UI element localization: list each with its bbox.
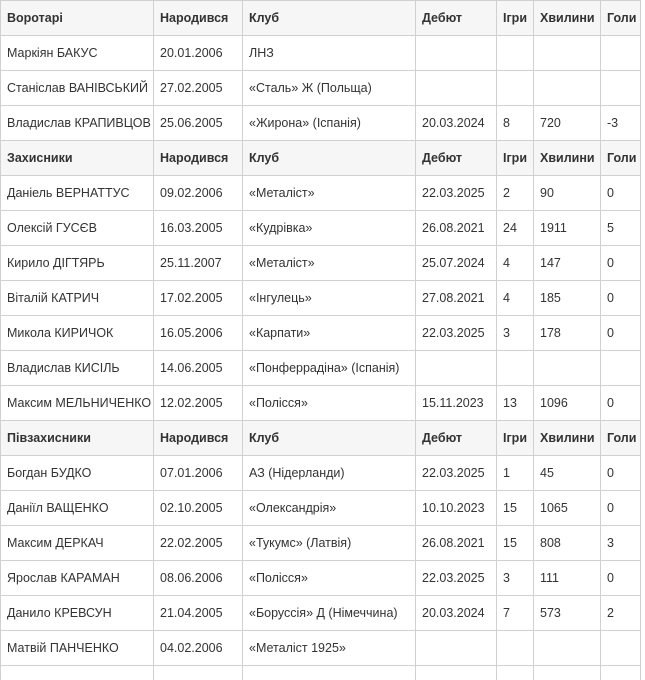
minutes-cell: 147	[534, 246, 601, 281]
minutes-cell: 573	[534, 596, 601, 631]
debut-date-cell: 26.08.2021	[416, 211, 497, 246]
player-row	[1, 351, 641, 386]
column-header-birth-date: Народився	[154, 421, 243, 456]
goals-cell: 5	[601, 211, 641, 246]
birth-date-cell: 07.01.2006	[154, 456, 243, 491]
goals-cell	[601, 631, 641, 666]
minutes-cell	[534, 36, 601, 71]
goals-cell: -3	[601, 106, 641, 141]
player-name-cell: Віталій КАТРИЧ	[1, 281, 154, 316]
birth-date-cell: 25.06.2005	[154, 106, 243, 141]
club-cell: «Понферрадіна» (Іспанія)	[243, 351, 416, 386]
player-name-cell: Даніель ВЕРНАТТУС	[1, 176, 154, 211]
games-cell: 4	[497, 281, 534, 316]
debut-date-cell: 20.03.2024	[416, 596, 497, 631]
section-header-row	[1, 141, 641, 176]
debut-date-cell: 22.03.2025	[416, 456, 497, 491]
minutes-cell: 1096	[534, 386, 601, 421]
debut-date-cell: 10.10.2023	[416, 491, 497, 526]
squad-table-body	[1, 1, 641, 680]
minutes-cell: 90	[534, 176, 601, 211]
player-row	[1, 36, 641, 71]
games-cell: 3	[497, 316, 534, 351]
debut-date-cell: 26.08.2021	[416, 526, 497, 561]
column-header-debut-date: Дебют	[416, 141, 497, 176]
minutes-cell	[534, 631, 601, 666]
player-row	[1, 666, 641, 680]
club-cell: «Інгулець»	[243, 281, 416, 316]
minutes-cell	[534, 666, 601, 680]
player-row	[1, 281, 641, 316]
player-name-cell	[1, 666, 154, 680]
games-cell: 1	[497, 456, 534, 491]
section-header-row	[1, 421, 641, 456]
debut-date-cell: 27.08.2021	[416, 281, 497, 316]
column-header-games: Ігри	[497, 141, 534, 176]
player-row	[1, 246, 641, 281]
player-row	[1, 386, 641, 421]
debut-date-cell: 20.03.2024	[416, 106, 497, 141]
games-cell: 13	[497, 386, 534, 421]
birth-date-cell: 12.02.2005	[154, 386, 243, 421]
club-cell: «Карпати»	[243, 316, 416, 351]
minutes-cell: 808	[534, 526, 601, 561]
birth-date-cell: 16.03.2005	[154, 211, 243, 246]
minutes-cell: 1911	[534, 211, 601, 246]
goals-cell: 0	[601, 281, 641, 316]
debut-date-cell: 22.03.2025	[416, 316, 497, 351]
player-name-cell: Олексій ГУСЄВ	[1, 211, 154, 246]
games-cell: 15	[497, 491, 534, 526]
column-header-minutes: Хвилини	[534, 1, 601, 36]
goals-cell: 0	[601, 246, 641, 281]
section-title: Півзахисники	[1, 421, 154, 456]
player-name-cell: Ярослав КАРАМАН	[1, 561, 154, 596]
column-header-birth-date: Народився	[154, 141, 243, 176]
birth-date-cell: 22.02.2005	[154, 526, 243, 561]
player-name-cell: Микола КИРИЧОК	[1, 316, 154, 351]
club-cell: «Сталь» Ж (Польща)	[243, 71, 416, 106]
games-cell: 15	[497, 526, 534, 561]
games-cell: 8	[497, 106, 534, 141]
club-cell: АЗ (Нідерланди)	[243, 456, 416, 491]
column-header-goals: Голи	[601, 1, 641, 36]
minutes-cell: 45	[534, 456, 601, 491]
column-header-club: Клуб	[243, 141, 416, 176]
player-row	[1, 316, 641, 351]
birth-date-cell: 16.05.2006	[154, 316, 243, 351]
games-cell	[497, 36, 534, 71]
games-cell	[497, 666, 534, 680]
goals-cell: 2	[601, 596, 641, 631]
column-header-club: Клуб	[243, 421, 416, 456]
column-header-minutes: Хвилини	[534, 141, 601, 176]
goals-cell: 0	[601, 456, 641, 491]
player-name-cell: Кирило ДІГТЯРЬ	[1, 246, 154, 281]
birth-date-cell: 08.06.2006	[154, 561, 243, 596]
club-cell: «Металіст 1925»	[243, 631, 416, 666]
player-name-cell: Данило КРЕВСУН	[1, 596, 154, 631]
birth-date-cell: 09.02.2006	[154, 176, 243, 211]
column-header-club: Клуб	[243, 1, 416, 36]
player-name-cell: Максим МЕЛЬНИЧЕНКО	[1, 386, 154, 421]
column-header-goals: Голи	[601, 141, 641, 176]
player-row	[1, 526, 641, 561]
minutes-cell	[534, 351, 601, 386]
birth-date-cell: 02.10.2005	[154, 491, 243, 526]
club-cell: «Полісся»	[243, 561, 416, 596]
club-cell: «Полісся»	[243, 386, 416, 421]
goals-cell	[601, 666, 641, 680]
player-row	[1, 176, 641, 211]
section-title: Захисники	[1, 141, 154, 176]
games-cell: 7	[497, 596, 534, 631]
club-cell: «Тукумс» (Латвія)	[243, 526, 416, 561]
player-row	[1, 106, 641, 141]
section-header-row	[1, 1, 641, 36]
birth-date-cell: 21.04.2005	[154, 596, 243, 631]
club-cell	[243, 666, 416, 680]
birth-date-cell: 20.01.2006	[154, 36, 243, 71]
debut-date-cell: 22.03.2025	[416, 561, 497, 596]
column-header-games: Ігри	[497, 421, 534, 456]
club-cell: «Олександрія»	[243, 491, 416, 526]
birth-date-cell	[154, 666, 243, 680]
player-name-cell: Станіслав ВАНІВСЬКИЙ	[1, 71, 154, 106]
section-title: Воротарі	[1, 1, 154, 36]
player-row	[1, 211, 641, 246]
club-cell: «Жирона» (Іспанія)	[243, 106, 416, 141]
minutes-cell: 1065	[534, 491, 601, 526]
games-cell: 24	[497, 211, 534, 246]
player-name-cell: Владислав КРАПИВЦОВ	[1, 106, 154, 141]
birth-date-cell: 04.02.2006	[154, 631, 243, 666]
minutes-cell: 178	[534, 316, 601, 351]
birth-date-cell: 14.06.2005	[154, 351, 243, 386]
debut-date-cell: 15.11.2023	[416, 386, 497, 421]
player-row	[1, 596, 641, 631]
player-name-cell: Максим ДЕРКАЧ	[1, 526, 154, 561]
games-cell: 4	[497, 246, 534, 281]
minutes-cell	[534, 71, 601, 106]
column-header-birth-date: Народився	[154, 1, 243, 36]
player-row	[1, 491, 641, 526]
player-name-cell: Маркіян БАКУС	[1, 36, 154, 71]
column-header-games: Ігри	[497, 1, 534, 36]
goals-cell: 0	[601, 316, 641, 351]
player-row	[1, 456, 641, 491]
column-header-minutes: Хвилини	[534, 421, 601, 456]
debut-date-cell	[416, 351, 497, 386]
player-name-cell: Богдан БУДКО	[1, 456, 154, 491]
birth-date-cell: 17.02.2005	[154, 281, 243, 316]
debut-date-cell	[416, 36, 497, 71]
goals-cell	[601, 71, 641, 106]
minutes-cell: 720	[534, 106, 601, 141]
games-cell	[497, 631, 534, 666]
club-cell: ЛНЗ	[243, 36, 416, 71]
column-header-debut-date: Дебют	[416, 421, 497, 456]
player-name-cell: Даніїл ВАЩЕНКО	[1, 491, 154, 526]
player-row	[1, 71, 641, 106]
debut-date-cell: 25.07.2024	[416, 246, 497, 281]
club-cell: «Металіст»	[243, 176, 416, 211]
goals-cell	[601, 36, 641, 71]
goals-cell: 0	[601, 386, 641, 421]
club-cell: «Кудрівка»	[243, 211, 416, 246]
goals-cell: 3	[601, 526, 641, 561]
goals-cell	[601, 351, 641, 386]
minutes-cell: 185	[534, 281, 601, 316]
goals-cell: 0	[601, 561, 641, 596]
minutes-cell: 111	[534, 561, 601, 596]
debut-date-cell	[416, 71, 497, 106]
club-cell: «Боруссія» Д (Німеччина)	[243, 596, 416, 631]
player-row	[1, 631, 641, 666]
birth-date-cell: 25.11.2007	[154, 246, 243, 281]
debut-date-cell	[416, 631, 497, 666]
goals-cell: 0	[601, 176, 641, 211]
debut-date-cell	[416, 666, 497, 680]
column-header-goals: Голи	[601, 421, 641, 456]
goals-cell: 0	[601, 491, 641, 526]
birth-date-cell: 27.02.2005	[154, 71, 243, 106]
games-cell: 3	[497, 561, 534, 596]
games-cell	[497, 351, 534, 386]
games-cell	[497, 71, 534, 106]
player-name-cell: Владислав КИСІЛЬ	[1, 351, 154, 386]
club-cell: «Металіст»	[243, 246, 416, 281]
games-cell: 2	[497, 176, 534, 211]
column-header-debut-date: Дебют	[416, 1, 497, 36]
player-name-cell: Матвій ПАНЧЕНКО	[1, 631, 154, 666]
debut-date-cell: 22.03.2025	[416, 176, 497, 211]
player-row	[1, 561, 641, 596]
